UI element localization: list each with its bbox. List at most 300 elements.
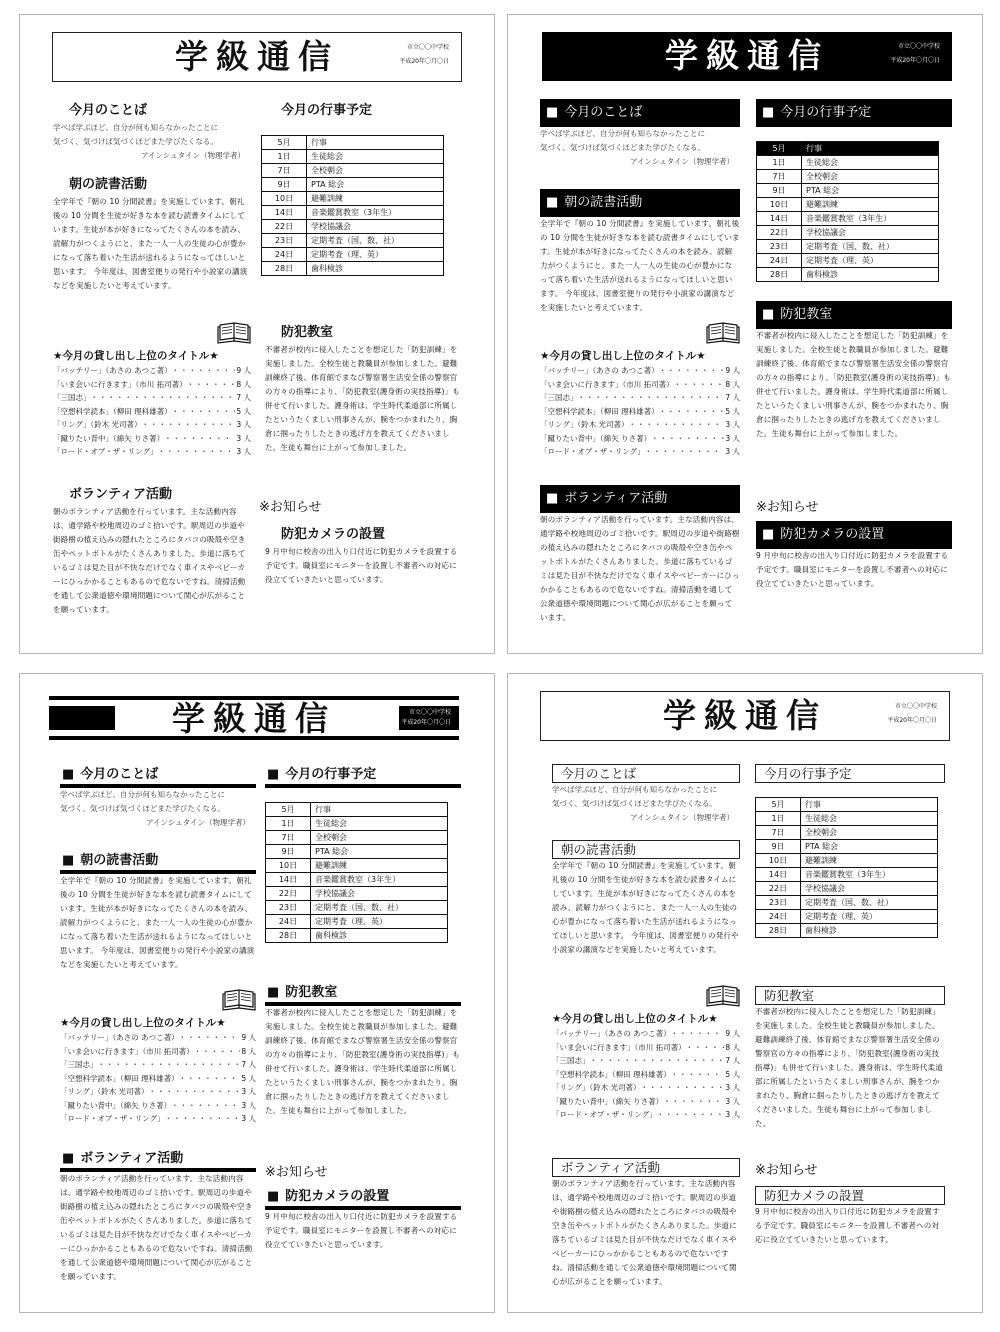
- events-row: [757, 240, 939, 254]
- book-title: 「リング」（鈴木 光司著）: [552, 1083, 641, 1092]
- book-title: 「リング」（鈴木 光司著）: [540, 420, 629, 429]
- events-row: [757, 170, 939, 184]
- event-name: 生徒総会: [802, 156, 939, 170]
- book-title: 「蹴りたい背中」（綿矢 りさ著）: [540, 433, 652, 443]
- dot-leader: [171, 1099, 240, 1113]
- words-section: [60, 766, 256, 830]
- book-count: 3 人: [725, 447, 740, 456]
- events-row: [262, 220, 444, 234]
- volunteer-body: 朝のボランティア活動を行っています。主な活動内容は、通学路や校地周辺のゴミ拾いです。駅周辺の歩道や街路樹の植え込みの隠れたところにタバコの吸殻や空き缶やペットボトルがたくさんありました。歩道に落ちているゴミは見た目が不快なだけでなく車イスやベビーカーにひっかかることもあるので危ないですね。清掃活動を通して公衆道徳や環境問題について関心が広がることを願っています。: [552, 1179, 737, 1286]
- book-count: 9 人: [236, 366, 251, 375]
- dot-leader: [645, 445, 725, 459]
- events-section: [265, 766, 461, 943]
- events-row: [262, 164, 444, 178]
- dot-leader: [172, 405, 236, 419]
- camera-section: [265, 525, 461, 587]
- book-item: [540, 445, 740, 459]
- notice-section: [265, 1164, 461, 1182]
- events-table: [261, 135, 444, 276]
- event-name: 歯科検診: [802, 268, 939, 282]
- event-name: 定期考査（国、数、社）: [801, 896, 938, 910]
- camera-body: 9 月中旬に校舎の出入り口付近に防犯カメラを設置する予定です。職員室にモニターを設置し不審者への対応に役立てていきたいと思っています。: [756, 551, 949, 588]
- event-date: 22日: [262, 220, 307, 234]
- camera-heading: 防犯カメラの設置: [755, 1186, 945, 1205]
- heading-square-icon: ■: [762, 307, 775, 322]
- book-title: 「リング」（鈴木 光司著）: [60, 1087, 149, 1096]
- open-book-icon: [706, 321, 740, 345]
- book-item: [552, 1041, 740, 1055]
- book-item: [552, 1108, 740, 1122]
- events-row: [262, 262, 444, 276]
- school-name: 市立〇〇中学校: [406, 44, 449, 51]
- events-row: [266, 859, 448, 873]
- events-section: [756, 99, 952, 282]
- events-table: [755, 797, 938, 938]
- volunteer-body: 朝のボランティア活動を行っています。主な活動内容は、通学路や校地周辺のゴミ拾いです。駅周辺の歩道や街路樹の植え込みの隠れたところにタバコの吸殻や空き缶やペットボトルがたくさんありました。歩道に落ちているゴミは見た目が不快なだけでなく車イスやベビーカーにひっかかることもあるので危ないですね。清掃活動を通して公衆道徳や環境問題について関心が広がることを願っています。: [60, 1174, 253, 1281]
- events-row: [266, 817, 448, 831]
- book-count: 3 人: [241, 1114, 256, 1123]
- event-date: 9日: [262, 178, 307, 192]
- book-title: 「空想科学読本」（柳田 理科雄著）: [53, 406, 172, 416]
- camera-heading: 防犯カメラの設置: [281, 527, 386, 542]
- camera-heading: ■ 防犯カメラの設置: [756, 521, 952, 549]
- school-name: 市立〇〇中学校: [408, 709, 451, 716]
- school-name: 市立〇〇中学校: [897, 43, 940, 50]
- events-row: [756, 812, 938, 826]
- event-name: 定期考査（理、英）: [801, 910, 938, 924]
- event-date: 14日: [266, 873, 311, 887]
- book-item: [540, 418, 740, 432]
- book-item: [60, 1072, 256, 1086]
- book-title: 「バッテリー」（あさの あつこ著）: [60, 1033, 179, 1042]
- dot-leader: [179, 1072, 241, 1086]
- event-date: 7日: [757, 170, 802, 184]
- events-row: [262, 206, 444, 220]
- events-row: [266, 831, 448, 845]
- events-row: [756, 840, 938, 854]
- heading-square-icon: ■: [546, 105, 559, 120]
- book-item: [552, 1027, 740, 1041]
- camera-section: [756, 521, 952, 591]
- crime-body: 不審者が校内に侵入したことを想定した「防犯訓練」を実施しました。全校生徒と教職員が参加しました。避難訓練終了後、体育館でまなび警察署生活安全係の警察官の方々の指導により、「防犯教室(護身術の実技指導)」も併せて行いました。護身術は、学生時代柔道部に所属したというたくましい刑事さんが、腕をつかまれたり、胸倉に掴ったりしたときの逃げ方を教えてくださいました。生徒も舞台に上がって参加しました。: [265, 345, 461, 452]
- book-item: [60, 1099, 256, 1113]
- event-name: PTA 総会: [307, 178, 444, 192]
- books-heading: ★今月の貸し出し上位のタイトル★: [53, 350, 219, 362]
- issue-date: 平成20年〇月〇日: [890, 57, 940, 64]
- book-count: 3 人: [725, 433, 740, 443]
- newsletter-title-bar: [49, 696, 459, 740]
- dot-leader: [141, 418, 235, 432]
- quote-line: 学べば学ぶほど、自分が何も知らなかったことに: [552, 785, 717, 794]
- notice-label: ※お知らせ: [755, 1163, 818, 1178]
- events-row: [756, 826, 938, 840]
- books-section: [552, 984, 740, 1122]
- notice-section: [259, 499, 455, 517]
- books-section: [53, 321, 251, 459]
- book-title: 「蹴りたい背中」（綿矢 りさ著）: [53, 433, 165, 443]
- book-item: [60, 1031, 256, 1045]
- book-count: 8 人: [725, 379, 740, 389]
- events-header-row: [757, 142, 939, 156]
- events-row: [756, 882, 938, 896]
- book-title: 「三国志」: [552, 1056, 590, 1065]
- camera-section: [755, 1186, 945, 1247]
- reading-section: [540, 189, 740, 315]
- book-count: 9 人: [725, 366, 740, 375]
- events-row: [266, 915, 448, 929]
- events-row: [757, 268, 939, 282]
- volunteer-section: [540, 485, 740, 625]
- event-name: 生徒総会: [311, 817, 448, 831]
- volunteer-heading: ■ ボランティア活動: [540, 485, 740, 513]
- event-name: 歯科検診: [307, 262, 444, 276]
- event-date: 23日: [266, 901, 311, 915]
- event-name: 避難訓練: [307, 192, 444, 206]
- event-date: 22日: [266, 887, 311, 901]
- event-date: 23日: [757, 240, 802, 254]
- dot-leader: [179, 1031, 241, 1045]
- event-name: 学校協議会: [311, 887, 448, 901]
- book-title: 「バッテリー」（あさの あつこ著）: [53, 366, 172, 375]
- events-row: [757, 254, 939, 268]
- book-title: 「空想科学読本」（柳田 理科雄著）: [540, 406, 659, 416]
- book-count: 3 人: [725, 1096, 740, 1106]
- books-heading: ★今月の貸し出し上位のタイトル★: [540, 350, 706, 362]
- events-row: [757, 184, 939, 198]
- notice-label: ※お知らせ: [259, 500, 322, 515]
- book-count: 3 人: [725, 420, 740, 429]
- event-date: 23日: [756, 896, 801, 910]
- crime-body: 不審者が校内に侵入したことを想定した「防犯訓練」を実施しました。全校生徒と教職員が参加しました。避難訓練終了後、体育館でまなび警察署生活安全係の警察官の方々の指導により、「防犯教室(護身術の実技指導)」も併せて行いました。護身術は、学生時代柔道部に所属したというたくましい刑事さんが、腕をつかまれたり、胸倉に掴ったりしたときの逃げ方を教えてくださいました。生徒も舞台に上がって参加しました。: [265, 1008, 461, 1115]
- events-row: [757, 226, 939, 240]
- heading-square-icon: ■: [762, 527, 775, 542]
- event-date: 24日: [757, 254, 802, 268]
- book-count: 8 人: [241, 1046, 256, 1056]
- book-title: 「いま会いに行きます」（市川 拓司著）: [552, 1042, 686, 1052]
- quote-line: 気づく、気づけば気づくほどまた学びたくなる。: [540, 143, 705, 152]
- book-item: [552, 1054, 740, 1068]
- words-heading: ■ 今月のことば: [540, 99, 740, 127]
- books-list: [60, 1031, 256, 1126]
- crime-section: [265, 323, 461, 455]
- event-name: 行事: [802, 142, 939, 156]
- newsletter-layout-boxed: [507, 673, 983, 1313]
- dot-leader: [164, 432, 235, 446]
- volunteer-heading: ■ ボランティア活動: [60, 1150, 256, 1172]
- volunteer-section: [53, 485, 251, 617]
- dot-leader: [686, 1041, 725, 1055]
- issue-date: 平成20年〇月〇日: [399, 58, 449, 65]
- reading-body: 全学年で『朝の 10 分間読書』を実施しています。朝礼後の 10 分間を生徒が好きな本を読む読書タイムにしています。生徒が本が好きになってたくさんの本を読み、読解力がつくようにと、また一人一人の生徒の心が豊かになって落ち着いた生活が送れるようになってほしいと思います。 今年度は、図書室便りの発行や小説家の講演などを実施したいと考えています。: [60, 876, 255, 969]
- event-name: 生徒総会: [307, 150, 444, 164]
- book-count: 3 人: [241, 1087, 256, 1096]
- book-title: 「蹴りたい背中」（綿矢 りさ著）: [552, 1096, 664, 1106]
- volunteer-heading: ボランティア活動: [69, 487, 172, 502]
- event-name: 行事: [311, 803, 448, 817]
- book-title: 「空想科学読本」（柳田 理科雄著）: [60, 1073, 179, 1083]
- quote-author: アインシュタイン（物理学者）: [146, 818, 250, 827]
- camera-body: 9 月中旬に校舎の出入り口付近に防犯カメラを設置する予定です。職員室にモニターを設置し不審者への対応に役立てていきたいと思っています。: [265, 1212, 458, 1249]
- events-section: [265, 101, 461, 276]
- event-date: 23日: [262, 234, 307, 248]
- event-date: 22日: [757, 226, 802, 240]
- newsletter-layout-inverse: [507, 14, 983, 654]
- reading-heading: 朝の読書活動: [552, 840, 740, 859]
- heading-square-icon: ■: [267, 985, 280, 1000]
- event-name: 歯科検診: [311, 929, 448, 943]
- newsletter-title: 学級通信: [172, 699, 336, 738]
- event-date: 28日: [262, 262, 307, 276]
- crime-heading: ■ 防犯教室: [265, 984, 461, 1006]
- events-row: [756, 910, 938, 924]
- event-name: 音楽鑑賞教室（3年生）: [307, 206, 444, 220]
- dot-leader: [187, 378, 236, 392]
- crime-section: [756, 301, 952, 441]
- heading-square-icon: ■: [762, 105, 775, 120]
- events-section: [755, 764, 945, 938]
- words-section: [552, 764, 740, 825]
- quote-author: アインシュタイン（物理学者）: [630, 813, 734, 822]
- dot-leader: [671, 1068, 725, 1082]
- dot-leader: [91, 391, 236, 405]
- event-date: 1日: [262, 150, 307, 164]
- book-count: 3 人: [236, 420, 251, 429]
- event-name: 定期考査（理、英）: [311, 915, 448, 929]
- event-date: 24日: [262, 248, 307, 262]
- event-date: 10日: [757, 198, 802, 212]
- book-count: 7 人: [725, 393, 740, 402]
- heading-square-icon: ■: [546, 491, 559, 506]
- dot-leader: [651, 432, 724, 446]
- notice-label: ※お知らせ: [265, 1165, 328, 1180]
- heading-square-icon: ■: [267, 767, 280, 782]
- book-item: [53, 405, 251, 419]
- book-item: [53, 364, 251, 378]
- notice-section: [756, 499, 952, 517]
- crime-body: 不審者が校内に侵入したことを想定した「防犯訓練」を実施しました。全校生徒と教職員が参加しました。避難訓練終了後、体育館でまなび警察署生活安全係の警察官の方々の指導により、「防犯教室(護身術の実技指導)」も併せて行いました。護身術は、学生時代柔道部に所属したというたくましい刑事さんが、腕をつかまれたり、胸倉に掴ったりしたときの逃げ方を教えてくださいました。生徒も舞台に上がって参加しました。: [755, 1007, 943, 1128]
- open-book-icon: [222, 988, 256, 1012]
- newsletter-layout-underline: [19, 673, 495, 1313]
- book-count: 9 人: [241, 1033, 256, 1042]
- event-name: 学校協議会: [801, 882, 938, 896]
- book-item: [552, 1095, 740, 1109]
- book-item: [540, 432, 740, 446]
- event-date: 7日: [262, 164, 307, 178]
- book-item: [60, 1085, 256, 1099]
- event-date: 9日: [757, 184, 802, 198]
- event-name: 定期考査（理、英）: [307, 248, 444, 262]
- event-date: 9日: [756, 840, 801, 854]
- event-name: 全校朝会: [311, 831, 448, 845]
- book-item: [540, 405, 740, 419]
- events-row: [757, 156, 939, 170]
- heading-square-icon: ■: [62, 1151, 75, 1166]
- events-row: [756, 868, 938, 882]
- book-title: 「空想科学読本」（柳田 理科雄著）: [552, 1069, 671, 1079]
- events-row: [266, 845, 448, 859]
- words-section: [53, 101, 251, 163]
- reading-body: 全学年で『朝の 10 分間読書』を実施しています。朝礼後の 10 分間を生徒が好きな本を読む読書タイムにしています。生徒が本が好きになってたくさんの本を読み、読解力がつくようにと、また一人一人の生徒の心が豊かになって落ち着いた生活が送れるようになってほしいと思います。 今年度は、図書室便りの発行や小説家の講演などを実施したいと考えています。: [552, 861, 739, 954]
- event-date: 14日: [756, 868, 801, 882]
- newsletter-title-bar: [540, 691, 950, 741]
- events-row: [262, 150, 444, 164]
- heading-square-icon: ■: [62, 853, 75, 868]
- book-count: 8 人: [236, 379, 251, 389]
- events-row: [262, 178, 444, 192]
- book-count: 5 人: [236, 406, 251, 416]
- volunteer-body: 朝のボランティア活動を行っています。主な活動内容は、通学路や校地周辺のゴミ拾いです。駅周辺の歩道や街路樹の植え込みの隠れたところにタバコの吸殻や空き缶やペットボトルがたくさんありました。歩道に落ちているゴミは見た目が不快なだけでなく車イスやベビーカーにひっかかることもあるので危ないですね。清掃活動を通して公衆道徳や環境問題について関心が広がることを願っています。: [53, 507, 246, 614]
- words-heading: 今月のことば: [69, 103, 148, 118]
- book-item: [60, 1112, 256, 1126]
- events-row: [757, 198, 939, 212]
- dot-leader: [657, 1108, 725, 1122]
- dot-leader: [158, 445, 236, 459]
- events-heading: 今月の行事予定: [281, 103, 373, 118]
- event-date: 10日: [756, 854, 801, 868]
- event-date: 5月: [757, 142, 802, 156]
- event-name: 行事: [801, 798, 938, 812]
- book-item: [540, 378, 740, 392]
- crime-heading: 防犯教室: [281, 325, 334, 340]
- event-date: 28日: [266, 929, 311, 943]
- books-section: [60, 988, 256, 1126]
- dot-leader: [578, 391, 725, 405]
- event-date: 1日: [757, 156, 802, 170]
- event-date: 1日: [266, 817, 311, 831]
- event-name: PTA 総会: [311, 845, 448, 859]
- dot-leader: [172, 364, 236, 378]
- books-list: [53, 364, 251, 459]
- issue-date: 平成20年〇月〇日: [401, 719, 451, 726]
- newsletter-title-bar: [542, 32, 952, 81]
- events-heading: ■ 今月の行事予定: [756, 99, 952, 127]
- event-date: 24日: [756, 910, 801, 924]
- event-name: 全校朝会: [307, 164, 444, 178]
- event-date: 7日: [266, 831, 311, 845]
- event-name: 行事: [307, 136, 444, 150]
- volunteer-heading: ボランティア活動: [552, 1158, 740, 1177]
- events-row: [262, 192, 444, 206]
- newsletter-title: 学級通信: [665, 36, 829, 75]
- heading-square-icon: ■: [546, 195, 559, 210]
- crime-heading: 防犯教室: [755, 986, 945, 1005]
- book-item: [540, 364, 740, 378]
- school-name: 市立〇〇中学校: [894, 703, 937, 710]
- event-name: 生徒総会: [801, 812, 938, 826]
- camera-section: [265, 1188, 461, 1252]
- heading-square-icon: ■: [267, 1189, 280, 1204]
- event-date: 22日: [756, 882, 801, 896]
- books-section: [540, 321, 740, 459]
- dot-leader: [671, 1027, 725, 1041]
- book-item: [552, 1081, 740, 1095]
- events-header-row: [756, 798, 938, 812]
- book-count: 8 人: [725, 1042, 740, 1052]
- events-row: [757, 212, 939, 226]
- open-book-icon: [217, 321, 251, 345]
- book-item: [53, 432, 251, 446]
- book-item: [540, 391, 740, 405]
- book-title: 「いま会いに行きます」（市川 拓司著）: [60, 1046, 194, 1056]
- book-count: 3 人: [725, 1110, 740, 1119]
- event-name: 全校朝会: [802, 170, 939, 184]
- reading-section: [60, 852, 256, 972]
- event-name: 避難訓練: [801, 854, 938, 868]
- events-row: [756, 924, 938, 938]
- books-list: [540, 364, 740, 459]
- book-item: [552, 1068, 740, 1082]
- event-date: 10日: [262, 192, 307, 206]
- quote-line: 学べば学ぶほど、自分が何も知らなかったことに: [60, 790, 225, 799]
- crime-body: 不審者が校内に侵入したことを想定した「防犯訓練」を実施しました。全校生徒と教職員が参加しました。避難訓練終了後、体育館でまなび警察署生活安全係の警察官の方々の指導により、「防犯教室(護身術の実技指導)」も併せて行いました。護身術は、学生時代柔道部に所属したというたくましい刑事さんが、腕をつかまれたり、胸倉に掴ったりしたときの逃げ方を教えてくださいました。生徒も舞台に上がって参加しました。: [756, 331, 952, 438]
- event-date: 28日: [757, 268, 802, 282]
- book-item: [53, 378, 251, 392]
- quote-line: 気づく、気づけば気づくほどまた学びたくなる。: [53, 137, 218, 146]
- book-title: 「三国志」: [53, 393, 91, 402]
- dot-leader: [640, 1081, 724, 1095]
- dot-leader: [674, 378, 725, 392]
- reading-body: 全学年で『朝の 10 分間読書』を実施しています。朝礼後の 10 分間を生徒が好きな本を読む読書タイムにしています。生徒が本が好きになってたくさんの本を読み、読解力がつくようにと、また一人一人の生徒の心が豊かになって落ち着いた生活が送れるようになってほしいと思います。 今年度は、図書室便りの発行や小説家の講演などを実施したいと考えています。: [540, 219, 740, 312]
- event-date: 28日: [756, 924, 801, 938]
- books-list: [552, 1027, 740, 1122]
- reading-heading: ■ 朝の読書活動: [60, 852, 256, 874]
- quote-author: アインシュタイン（物理学者）: [630, 157, 734, 166]
- event-name: 定期考査（国、数、社）: [307, 234, 444, 248]
- crime-section: [265, 984, 461, 1118]
- events-row: [266, 901, 448, 915]
- newsletter-title: 学級通信: [663, 696, 827, 735]
- event-name: 定期考査（国、数、社）: [311, 901, 448, 915]
- book-title: 「ロード・オブ・ザ・リング」: [60, 1114, 165, 1123]
- book-title: 「バッテリー」（あさの あつこ著）: [540, 366, 659, 375]
- reading-section: [552, 840, 740, 957]
- events-row: [756, 896, 938, 910]
- crime-section: [755, 986, 945, 1131]
- camera-heading: ■ 防犯カメラの設置: [265, 1188, 461, 1210]
- event-date: 24日: [266, 915, 311, 929]
- quote-line: 気づく、気づけば気づくほどまた学びたくなる。: [60, 804, 225, 813]
- event-date: 1日: [756, 812, 801, 826]
- dot-leader: [590, 1054, 725, 1068]
- camera-body: 9 月中旬に校舎の出入り口付近に防犯カメラを設置する予定です。職員室にモニターを設置し不審者への対応に役立てていきたいと思っています。: [265, 547, 458, 584]
- event-name: 学校協議会: [802, 226, 939, 240]
- dot-leader: [659, 405, 725, 419]
- event-name: 避難訓練: [802, 198, 939, 212]
- events-table: [756, 141, 939, 282]
- book-count: 3 人: [241, 1100, 256, 1110]
- events-row: [262, 248, 444, 262]
- books-heading: ★今月の貸し出し上位のタイトル★: [60, 1017, 226, 1029]
- event-date: 5月: [756, 798, 801, 812]
- reading-heading: 朝の読書活動: [69, 177, 148, 192]
- events-row: [262, 234, 444, 248]
- book-title: 「蹴りたい背中」（綿矢 りさ著）: [60, 1100, 172, 1110]
- newsletter-title: 学級通信: [175, 37, 339, 76]
- events-heading: 今月の行事予定: [755, 764, 945, 783]
- book-title: 「リング」（鈴木 光司著）: [53, 420, 142, 429]
- volunteer-body: 朝のボランティア活動を行っています。主な活動内容は、通学路や校地周辺のゴミ拾いです。駅周辺の歩道や街路樹の植え込みの隠れたところにタバコの吸殻や空き缶やペットボトルがたくさんありました。歩道に落ちているゴミは見た目が不快なだけでなく車イスやベビーカーにひっかかることもあるので危ないですね。清掃活動を通して公衆道徳や環境問題について関心が広がることを願っています。: [540, 515, 740, 622]
- event-name: 歯科検診: [801, 924, 938, 938]
- book-title: 「三国志」: [60, 1060, 98, 1069]
- dot-leader: [148, 1085, 240, 1099]
- book-count: 3 人: [236, 447, 251, 456]
- book-count: 7 人: [241, 1060, 256, 1069]
- notice-section: [755, 1162, 945, 1180]
- events-row: [756, 854, 938, 868]
- crime-heading: ■ 防犯教室: [756, 301, 952, 329]
- heading-square-icon: ■: [62, 767, 75, 782]
- event-date: 10日: [266, 859, 311, 873]
